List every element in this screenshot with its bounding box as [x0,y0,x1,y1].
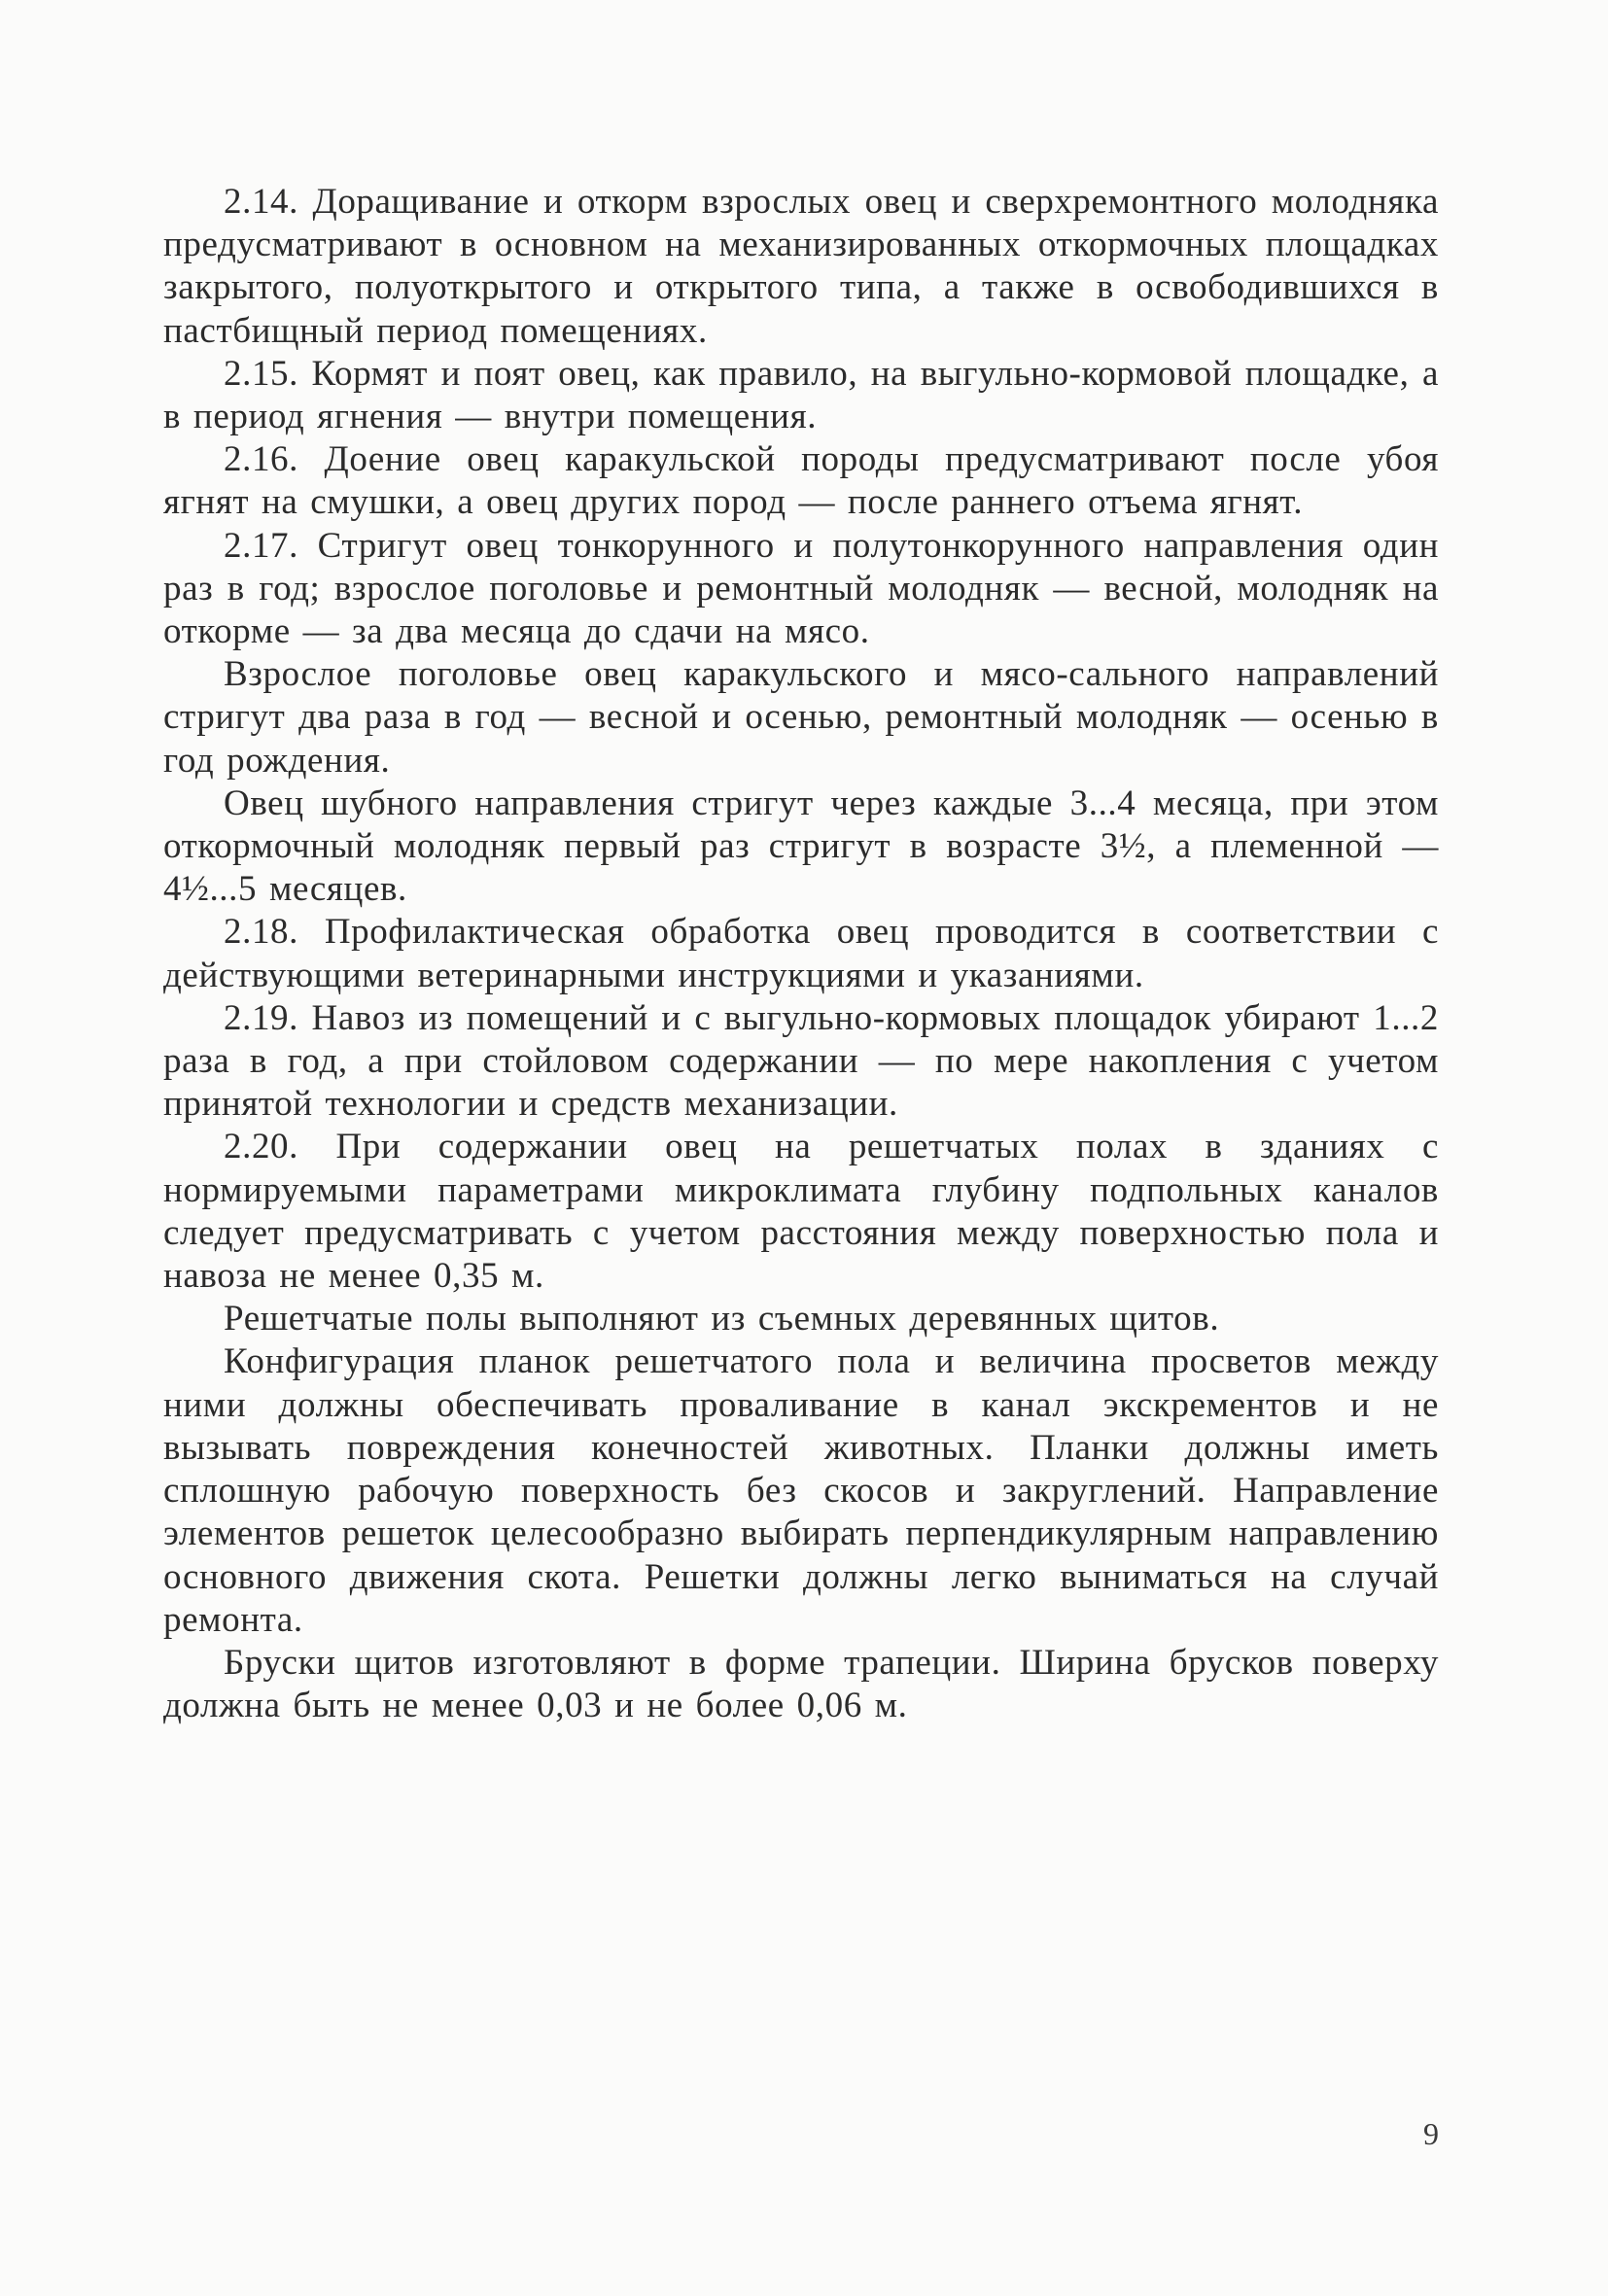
paragraph-2-19: 2.19. Навоз из помещений и с выгульно-кормовых площадок убирают 1...2 раза в год, а при стойловом содержании — по мере накопления с учетом принятой технологии и средств механизации. [163,997,1439,1125]
paragraph-shearing-fur: Овец шубного направления стригут через каждые 3...4 месяца, при этом откормочный молодняк первый раз стригут в возрасте 3½, а племенной — 4½...5 месяцев. [163,783,1439,910]
paragraph-bars: Бруски щитов изготовляют в форме трапеции. Ширина брусков поверху должна быть не менее 0,03 и не более 0,06 м. [163,1642,1439,1726]
paragraph-2-17: 2.17. Стригут овец тонкорунного и полутонкорунного направления один раз в год; взрослое поголовье и ремонтный молодняк — весной, молодняк на откорме — за два месяца до сдачи на мясо. [163,525,1439,652]
paragraph-2-14: 2.14. Доращивание и откорм взрослых овец и сверхремонтного молодняка предусматривают в основном на механизированных откормочных площадках закрытого, полуоткрытого и открытого типа, а также в освободившихся в пастбищный период помещениях. [163,182,1439,351]
paragraph-slat-configuration: Конфигурация планок решетчатого пола и величина просветов между ними должны обеспечивать проваливание в канал экскрементов и не вызывать повреждения конечностей животных. Планки должны иметь сплошную рабочую поверхность без скосов и закруглений. Направление элементов решеток целесообразно выбирать перпендикулярным направлению основного движения скота. Решетки должны легко выниматься на случай ремонта. [163,1341,1439,1640]
paragraph-2-20: 2.20. При содержании овец на решетчатых полах в зданиях с нормируемыми параметрами микроклимата глубину подпольных каналов следует предусматривать с учетом расстояния между поверхностью пола и навоза не менее 0,35 м. [163,1127,1439,1297]
page-number: 9 [1423,2116,1439,2151]
paragraph-slatted-floors: Решетчатые полы выполняют из съемных деревянных щитов. [224,1299,1220,1339]
paragraph-2-16: 2.16. Доение овец каракульской породы предусматривают после убоя ягнят на смушки, а овец других пород — после раннего отъема ягнят. [163,439,1439,523]
paragraph-2-15: 2.15. Кормят и поят овец, как правило, на выгульно-кормовой площадке, а в период ягнения — внутри помещения. [163,353,1439,437]
paragraph-shearing-karakul: Взрослое поголовье овец каракульского и мясо-сального направлений стригут два раза в год — весной и осенью, ремонтный молодняк — осенью в год рождения. [163,654,1439,781]
body-text [163,181,1439,1727]
paragraph-2-18: 2.18. Профилактическая обработка овец проводится в соответствии с действующими ветеринарными инструкциями и указаниями. [163,912,1439,995]
